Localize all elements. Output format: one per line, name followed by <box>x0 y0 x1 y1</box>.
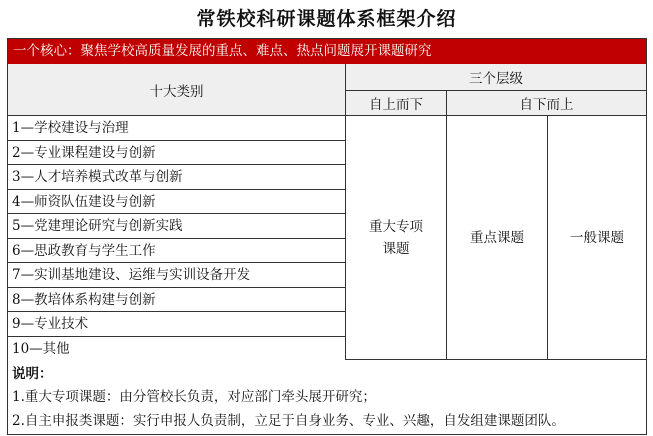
list-item: 2—专业课程建设与创新 <box>8 141 345 166</box>
level-general: 一般课题 <box>548 116 646 360</box>
level-major-line2: 课题 <box>382 240 410 257</box>
list-item: 6—思政教育与学生工作 <box>8 239 345 264</box>
list-item: 5—党建理论研究与创新实践 <box>8 214 345 239</box>
notes-heading: 说明： <box>12 366 53 382</box>
core-banner: 一个核心：聚焦学校高质量发展的重点、难点、热点问题展开课题研究 <box>8 39 646 64</box>
category-list <box>8 116 346 360</box>
list-item: 10—其他 <box>12 340 70 357</box>
header-levels: 三个层级 <box>346 64 646 91</box>
header-top-down: 自上而下 <box>346 91 447 116</box>
level-major <box>346 116 447 360</box>
header-categories: 十大类别 <box>8 64 346 116</box>
level-major-line1: 重大专项 <box>369 218 423 235</box>
list-item: 4—师资队伍建设与创新 <box>8 190 345 215</box>
level-key: 重点课题 <box>447 116 548 360</box>
note-item: 2.自主申报类课题：实行申报人负责制，立足于自身业务、专业、兴趣，自发组建课题团队。 <box>12 413 565 429</box>
list-item: 3—人才培养模式改革与创新 <box>8 165 345 190</box>
list-item: 9—专业技术 <box>8 312 345 337</box>
header-bottom-up: 自下而上 <box>447 91 646 116</box>
list-item: 1—学校建设与治理 <box>8 116 345 141</box>
note-item: 1.重大专项课题：由分管校长负责，对应部门牵头展开研究； <box>12 389 376 405</box>
notes-section <box>8 360 646 434</box>
framework-table <box>7 38 647 435</box>
list-item: 8—教培体系构建与创新 <box>8 288 345 313</box>
page-title: 常铁校科研课题体系框架介绍 <box>196 8 457 30</box>
list-item: 7—实训基地建设、运维与实训设备开发 <box>8 263 345 288</box>
